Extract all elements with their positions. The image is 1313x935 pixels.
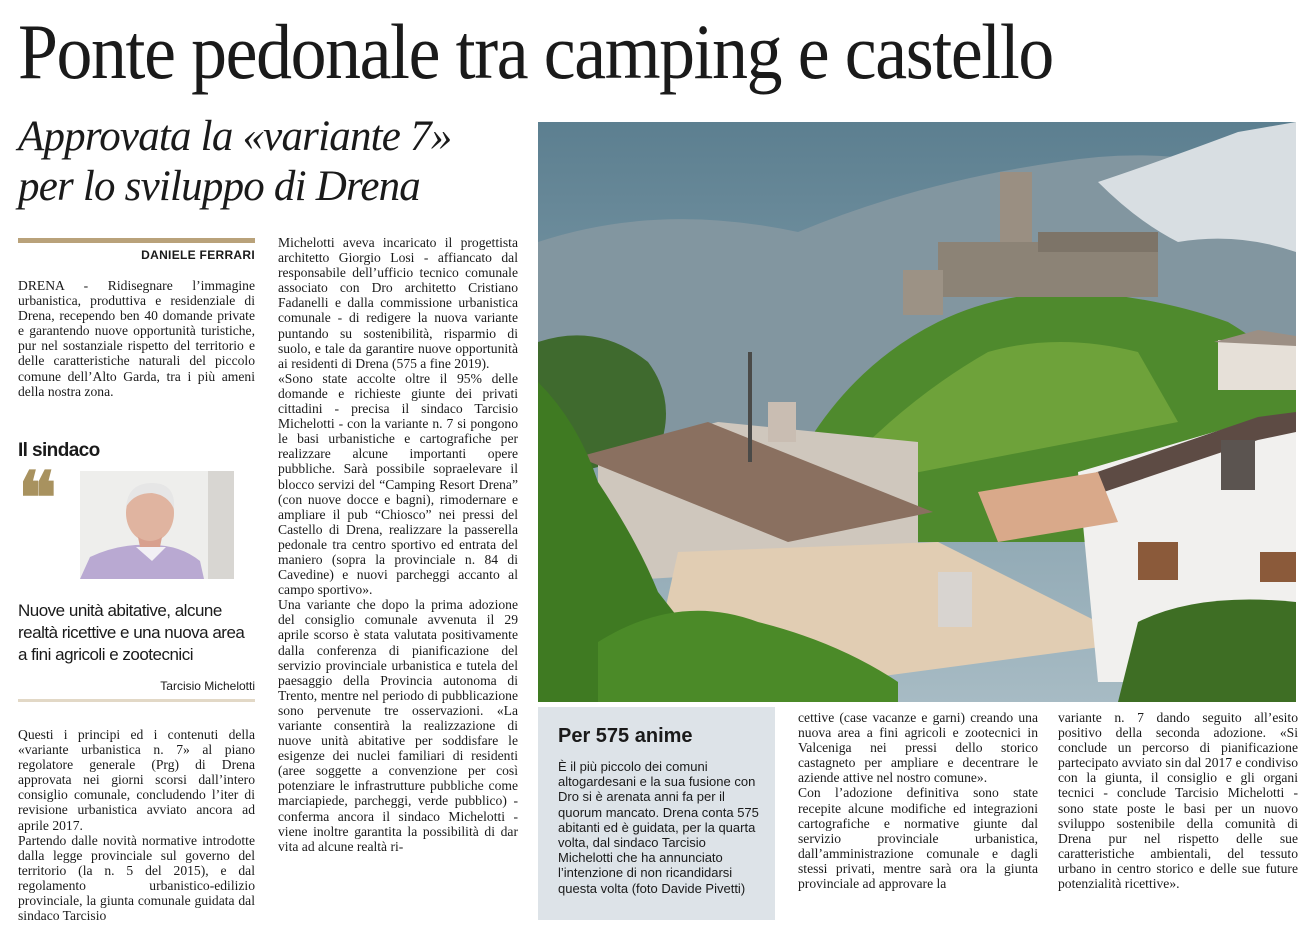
drena-castle-photo-image [538,122,1296,702]
subheadline-line-2: per lo sviluppo di Drena [18,163,421,210]
column-5 [1058,710,1298,891]
mayor-portrait [80,471,234,579]
intro-paragraph [18,278,255,399]
quote-text: Nuove unità abitative, alcune realtà ricettive e una nuova area a fini agricoli e zootecnici [18,601,245,664]
sidebar-title: Per 575 anime [558,725,693,747]
castle-photo [538,122,1296,702]
intro-text: DRENA - Ridisegnare l’immagine urbanistica, produttiva e residenziale di Drena, recependo ben 40 domande private e garantendo nuove opportunità turistiche, pur nel sostanziale rispetto del territorio e delle caratteristiche naturali del piccolo comune dell’Alto Garda, tra i più ameni della nostra zona. [18,278,255,399]
column-2 [278,235,518,854]
headline: Ponte pedonale tra camping e castello [18,8,1053,95]
paragraph: «Sono state accolte oltre il 95% delle domande e richieste giunte dei privati cittadini - precisa il sindaco Tarcisio Michelotti - con la variante n. 7 si pongono le basi urbanistiche e cartografiche per realizzare alcune importanti opere pubbliche. Sarà possibile sopraelevare il blocco servizi del “Camping Resort Drena” (con nuove docce e bagni), rimodernare e ampliare il pub “Chiosco” nei pressi del Castello di Drena, realizzare la passerella pedonale tra centro sportivo ed entrata del maniero (sopra la provinciale n. 84 di Cavedine) e nuovi parcheggi accanto al campo sportivo». [278,370,518,598]
byline-rule [18,238,255,243]
paragraph: Una variante che dopo la prima adozione del consiglio comunale avvenuta il 29 aprile scorso è stata valutata positivamente dalla conferenza di pianificazione del servizio provinciale urbanistica e tutela del paesaggio della Provincia autonoma di Trento, mentre nel periodo di pubblicazione sono pervenute tre osservazioni. «La variante consentirà la realizzazione di nuove unità abitative per soddisfare le esigenze dei nuclei familiari di residenti (aree soggette a convenzione per così potenziare le infrastrutture pubbliche come marciapiede, parcheggi, verde pubblico) - conferma ancora il sindaco Michelotti - viene inoltre garantita la possibilità di dar vita ad alcune realtà ri- [278,597,518,854]
paragraph: Questi i principi ed i contenuti della «variante urbanistica n. 7» al piano regolatore generale (Prg) di Drena approvata nei giorni scorsi dall’intero consiglio comunale, concludendo l’iter di revisione urbanistica avviato ancora ad aprile 2017. [18,727,255,833]
paragraph: cettive (case vacanze e garni) creando una nuova area a fini agricoli e zootecnici in Valceniga nei pressi dello storico castagneto per ampliare e decentrare le aziende attive nel nostro comune». [798,710,1038,786]
subheadline [18,112,528,212]
quote-divider [18,699,255,702]
paragraph: Michelotti aveva incaricato il progettista architetto Giorgio Losi - affiancato dal responsabile dell’ufficio tecnico comunale associato con Dro architetto Cristiano Fadanelli e dalla commissione urbanistica comunale - di redigere la nuova variante puntando su sostenibilità, risparmio di suolo, e tale da garantire nuove opportunità ai residenti di Drena (575 a fine 2019). [278,235,518,371]
quote-box [18,459,255,703]
paragraph: Con l’adozione definitiva sono state recepite alcune modifiche ed integrazioni cartografiche e normative giunte dal servizio provinciale urbanistica, dall’amministrazione comunale e dagli stessi privati, mentre sarà ora la giunta provinciale ad approvare la [798,785,1038,892]
column-4 [798,710,1038,891]
quote-author: Tarcisio Michelotti [160,679,255,693]
quote-section-title: Il sindaco [18,440,100,461]
mayor-portrait-image [80,471,234,579]
paragraph: Partendo dalle novità normative introdotte dalla legge provinciale sul governo del territorio (la n. 5 del 2015), e dal regolamento urbanistico-edilizio provinciale, la giunta comunale guidata dal sindaco Tarcisio [18,832,255,924]
column-1-bottom [18,727,255,923]
quote-mark-icon: ❝ [18,459,57,539]
byline: DANIELE FERRARI [141,248,255,262]
sidebar-text: È il più piccolo dei comuni altogardesani e la sua fusione con Dro si è arenata anni fa per il quorum mancato. Drena conta 575 abitanti ed è guidata, per la quarta volta, dal sindaco Tarcisio Michelotti che ha annunciato l’intenzione di non ricandidarsi questa volta (foto Davide Pivetti) [558,759,759,896]
info-sidebar [538,707,775,920]
subheadline-line-1: Approvata la «variante 7» [18,113,452,160]
paragraph: variante n. 7 dando seguito all’esito positivo della seconda adozione. «Si conclude un percorso di pianificazione partecipato avviato sin dal 2017 e condiviso con la giunta, il consiglio e gli organi tecnici - conclude Tarcisio Michelotti - sono state poste le basi per un nuovo sviluppo sostenibile della comunità di Drena pur nel rispetto delle sue caratteristiche ambientali, del tessuto urbano in centro storico e delle sue future potenzialità ricettive». [1058,710,1298,892]
